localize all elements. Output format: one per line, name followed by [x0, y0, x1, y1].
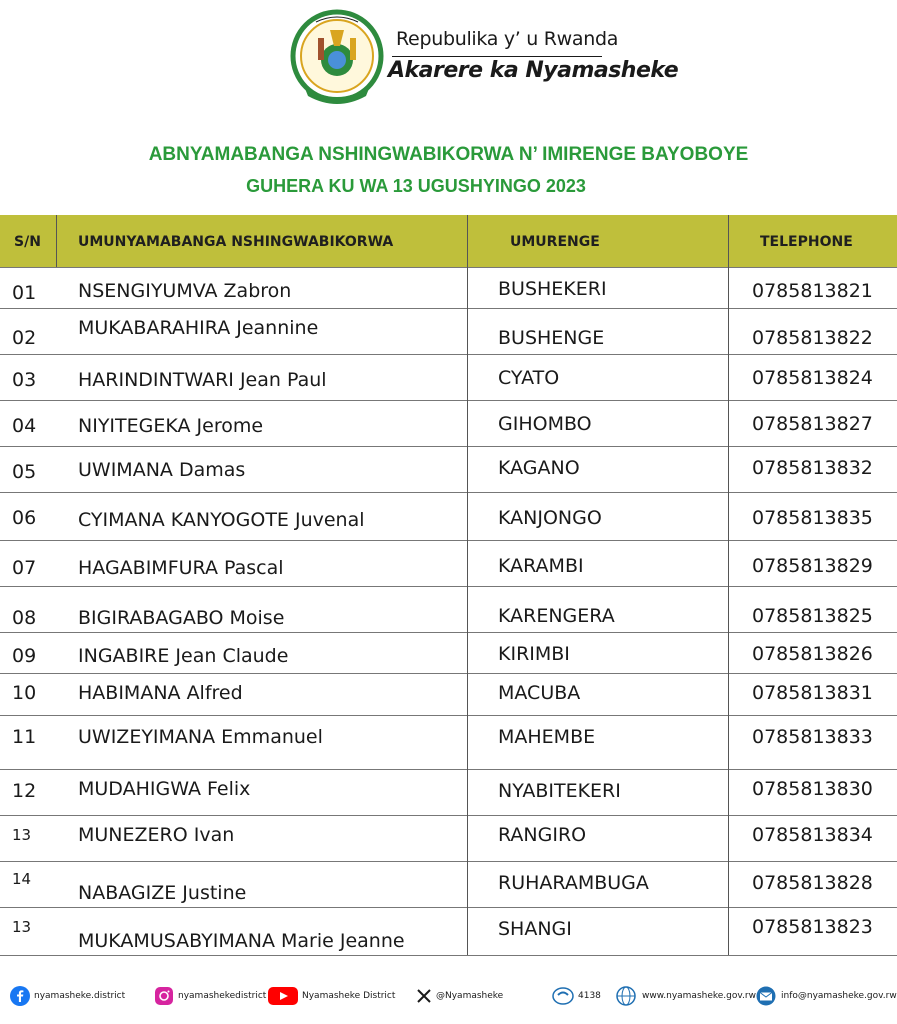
- table-row: [0, 540, 897, 586]
- cell-telephone: 0785813831: [752, 682, 873, 704]
- cell-name: CYIMANA KANYOGOTE Juvenal: [78, 509, 365, 531]
- table-row: [0, 308, 897, 354]
- cell-name: HABIMANA Alfred: [78, 682, 243, 704]
- column-divider: [467, 215, 468, 955]
- website-link[interactable]: [614, 984, 756, 1008]
- cell-sn: 10: [12, 682, 37, 704]
- cell-telephone: 0785813826: [752, 643, 873, 665]
- cell-umurenge: KAGANO: [498, 457, 580, 479]
- cell-name: MUKABARAHIRA Jeannine: [78, 317, 319, 339]
- cell-sn: 05: [12, 461, 37, 483]
- cell-umurenge: BUSHENGE: [498, 327, 605, 349]
- table-bottom-border: [0, 955, 897, 956]
- email-link[interactable]: [755, 984, 897, 1008]
- facebook-link[interactable]: [10, 984, 125, 1008]
- cell-sn: 12: [12, 780, 37, 802]
- cell-name: INGABIRE Jean Claude: [78, 645, 289, 667]
- cell-sn: 03: [12, 369, 37, 391]
- table-row: [0, 632, 897, 673]
- document-header: [0, 0, 897, 120]
- tollfree-number: 4138: [578, 991, 601, 1001]
- table-row: [0, 400, 897, 446]
- cell-telephone: 0785813828: [752, 872, 873, 894]
- table-row: [0, 354, 897, 400]
- table-row: [0, 492, 897, 540]
- cell-umurenge: KANJONGO: [498, 507, 602, 529]
- cell-sn: 13: [12, 826, 32, 844]
- cell-umurenge: MACUBA: [498, 682, 581, 704]
- cell-telephone: 0785813833: [752, 726, 873, 748]
- cell-name: NIYITEGEKA Jerome: [78, 415, 264, 437]
- cell-name: UWIZEYIMANA Emmanuel: [78, 726, 323, 748]
- table-row: [0, 267, 897, 308]
- cell-umurenge: KARENGERA: [498, 605, 615, 627]
- header-divider: [392, 56, 602, 57]
- table-row: [0, 715, 897, 769]
- facebook-icon: [10, 986, 30, 1006]
- cell-umurenge: CYATO: [498, 367, 560, 389]
- cell-name: HARINDINTWARI Jean Paul: [78, 369, 327, 391]
- youtube-icon: [268, 986, 298, 1006]
- cell-name: MUKAMUSABYIMANA Marie Jeanne: [78, 930, 405, 952]
- table-row: [0, 815, 897, 861]
- instagram-handle: nyamashekedistrict: [178, 991, 267, 1001]
- globe-icon: [614, 986, 638, 1006]
- column-divider: [728, 215, 729, 955]
- secretaries-table: [0, 215, 897, 952]
- x-handle: @Nyamasheke: [436, 991, 504, 1001]
- youtube-link[interactable]: [268, 984, 395, 1008]
- header-name: UMUNYAMABANGA NSHINGWABIKORWA: [78, 234, 394, 250]
- cell-sn: 04: [12, 415, 37, 437]
- cell-umurenge: KARAMBI: [498, 555, 584, 577]
- cell-telephone: 0785813834: [752, 824, 873, 846]
- email-icon: [755, 986, 777, 1006]
- cell-name: NABAGIZE Justine: [78, 882, 247, 904]
- cell-umurenge: BUSHEKERI: [498, 278, 607, 300]
- cell-telephone: 0785813830: [752, 778, 873, 800]
- cell-telephone: 0785813829: [752, 555, 873, 577]
- cell-sn: 09: [12, 645, 37, 667]
- youtube-handle: Nyamasheke District: [302, 991, 396, 1001]
- table-row: [0, 769, 897, 815]
- cell-telephone: 0785813821: [752, 280, 873, 302]
- cell-telephone: 0785813823: [752, 916, 873, 938]
- cell-sn: 13: [12, 918, 32, 936]
- cell-telephone: 0785813822: [752, 327, 873, 349]
- header-telephone: TELEPHONE: [760, 234, 853, 250]
- table-row: [0, 586, 897, 632]
- website-url: www.nyamasheke.gov.rw: [642, 991, 756, 1001]
- instagram-icon: [154, 986, 174, 1006]
- instagram-link[interactable]: [154, 984, 266, 1008]
- cell-umurenge: MAHEMBE: [498, 726, 596, 748]
- cell-name: HAGABIMFURA Pascal: [78, 557, 284, 579]
- cell-sn: 08: [12, 607, 37, 629]
- phone-icon: [552, 986, 574, 1006]
- table-row: [0, 446, 897, 492]
- cell-umurenge: KIRIMBI: [498, 643, 570, 665]
- cell-umurenge: SHANGI: [498, 918, 572, 940]
- table-row: [0, 861, 897, 907]
- cell-name: NSENGIYUMVA Zabron: [78, 280, 292, 302]
- x-icon: [416, 988, 432, 1004]
- table-header: [0, 215, 897, 267]
- table-row: [0, 673, 897, 715]
- cell-name: MUDAHIGWA Felix: [78, 778, 251, 800]
- table-row: [0, 907, 897, 955]
- facebook-handle: nyamasheke.district: [34, 991, 126, 1001]
- cell-telephone: 0785813835: [752, 507, 873, 529]
- cell-telephone: 0785813832: [752, 457, 873, 479]
- contact-footer: [0, 984, 897, 1008]
- cell-umurenge: NYABITEKERI: [498, 780, 621, 802]
- document-subtitle: GUHERA KU WA 13 UGUSHYINGO 2023: [246, 176, 586, 196]
- cell-sn: 14: [12, 870, 32, 888]
- column-divider: [56, 215, 57, 267]
- cell-sn: 07: [12, 557, 37, 579]
- cell-sn: 02: [12, 327, 37, 349]
- republic-name: Repubulika y’ u Rwanda: [396, 28, 619, 50]
- cell-sn: 11: [12, 726, 37, 748]
- email-address: info@nyamasheke.gov.rw: [781, 991, 897, 1001]
- document-title: ABNYAMABANGA NSHINGWABIKORWA N’ IMIRENGE BAYOBOYE: [148, 144, 749, 165]
- cell-name: MUNEZERO Ivan: [78, 824, 235, 846]
- cell-sn: 01: [12, 282, 37, 304]
- rwanda-coat-of-arms-seal: [290, 8, 384, 108]
- cell-name: BIGIRABAGABO Moise: [78, 607, 285, 629]
- cell-sn: 06: [12, 507, 37, 529]
- cell-name: UWIMANA Damas: [78, 459, 246, 481]
- cell-telephone: 0785813827: [752, 413, 873, 435]
- x-link[interactable]: [416, 984, 503, 1008]
- tollfree-info: [552, 984, 601, 1008]
- cell-umurenge: RUHARAMBUGA: [498, 872, 649, 894]
- header-sn: S/N: [14, 234, 41, 250]
- cell-telephone: 0785813824: [752, 367, 873, 389]
- header-umurenge: UMURENGE: [510, 234, 600, 250]
- cell-umurenge: RANGIRO: [498, 824, 587, 846]
- district-name: Akarere ka Nyamasheke: [388, 58, 679, 83]
- cell-umurenge: GIHOMBO: [498, 413, 592, 435]
- cell-telephone: 0785813825: [752, 605, 873, 627]
